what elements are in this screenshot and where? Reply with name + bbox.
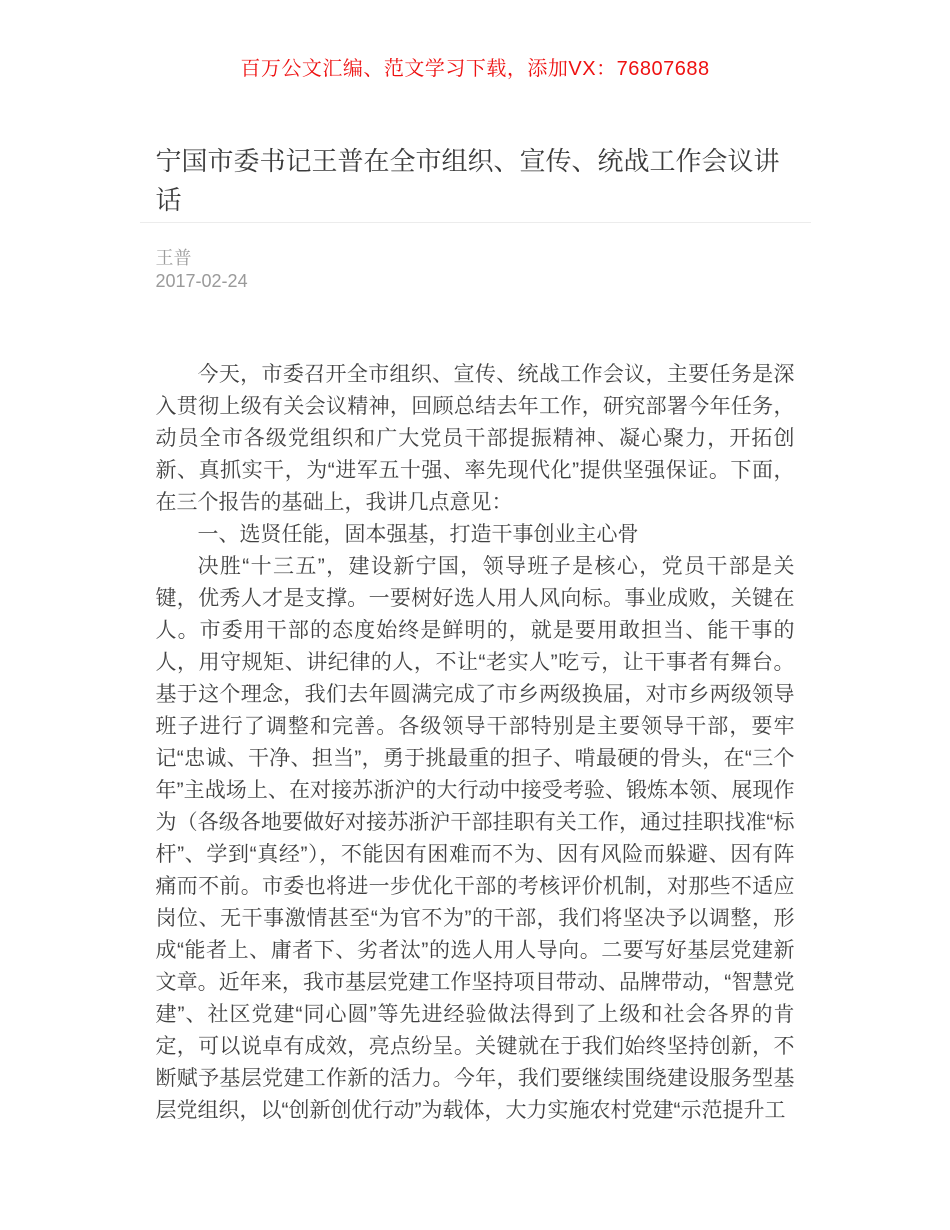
paragraph-section-body: 决胜“十三五”，建设新宁国，领导班子是核心，党员干部是关键，优秀人才是支撑。一要树好选人用人风向标。事业成败，关键在人。市委用干部的态度始终是鲜明的，就是要用敢担当、能干事的人，用守规矩、讲纪律的人，不让“老实人”吃亏，让干事者有舞台。基于这个理念，我们去年圆满完成了市乡两级换届，对市乡两级领导班子进行了调整和完善。各级领导干部特别是主要领导干部，要牢记“忠诚、干净、担当”，勇于挑最重的担子、啃最硬的骨头，在“三个年”主战场上、在对接苏浙沪的大行动中接受考验、锻炼本领、展现作为（各级各地要做好对接苏浙沪干部挂职有关工作，通过挂职找准“标杆”、学到“真经”），不能因有困难而不为、因有风险而躲避、因有阵痛而不前。市委也将进一步优化干部的考核评价机制，对那些不适应岗位、无干事激情甚至“为官不为”的干部，我们将坚决予以调整，形成“能者上、庸者下、劣者汰”的选人用人导向。二要写好基层党建新文章。近年来，我市基层党建工作坚持项目带动、品牌带动，“智慧党建”、社区党建“同心圆”等先进经验做法得到了上级和社会各界的肯定，可以说卓有成效，亮点纷呈。关键就在于我们始终坚持创新，不断赋予基层党建工作新的活力。今年，我们要继续围绕建设服务型基层党组织，以“创新创优行动”为载体，大力实施农村党建“示范提升工 <box>155 555 795 1122</box>
promo-banner-text: 百万公文汇编、范文学习下载，添加VX：76807688 <box>240 58 710 80</box>
paragraph-section-heading: 一、选贤任能，固本强基，打造干事创业主心骨 <box>197 523 639 546</box>
article-meta <box>140 247 811 293</box>
title-divider <box>140 222 811 223</box>
article <box>140 142 811 1127</box>
article-body <box>140 359 811 1127</box>
article-author: 王普 <box>155 248 192 268</box>
paragraph-intro: 今天，市委召开全市组织、宣传、统战工作会议，主要任务是深入贯彻上级有关会议精神，回顾总结去年工作，研究部署今年任务，动员全市各级党组织和广大党员干部提振精神、凝心聚力，开拓创新、真抓实干，为“进军五十强、率先现代化”提供坚强保证。下面，在三个报告的基础上，我讲几点意见： <box>155 363 795 514</box>
article-title: 宁国市委书记王普在全市组织、宣传、统战工作会议讲话 <box>155 146 780 215</box>
article-date: 2017-02-24 <box>155 271 248 291</box>
promo-banner <box>0 0 950 82</box>
